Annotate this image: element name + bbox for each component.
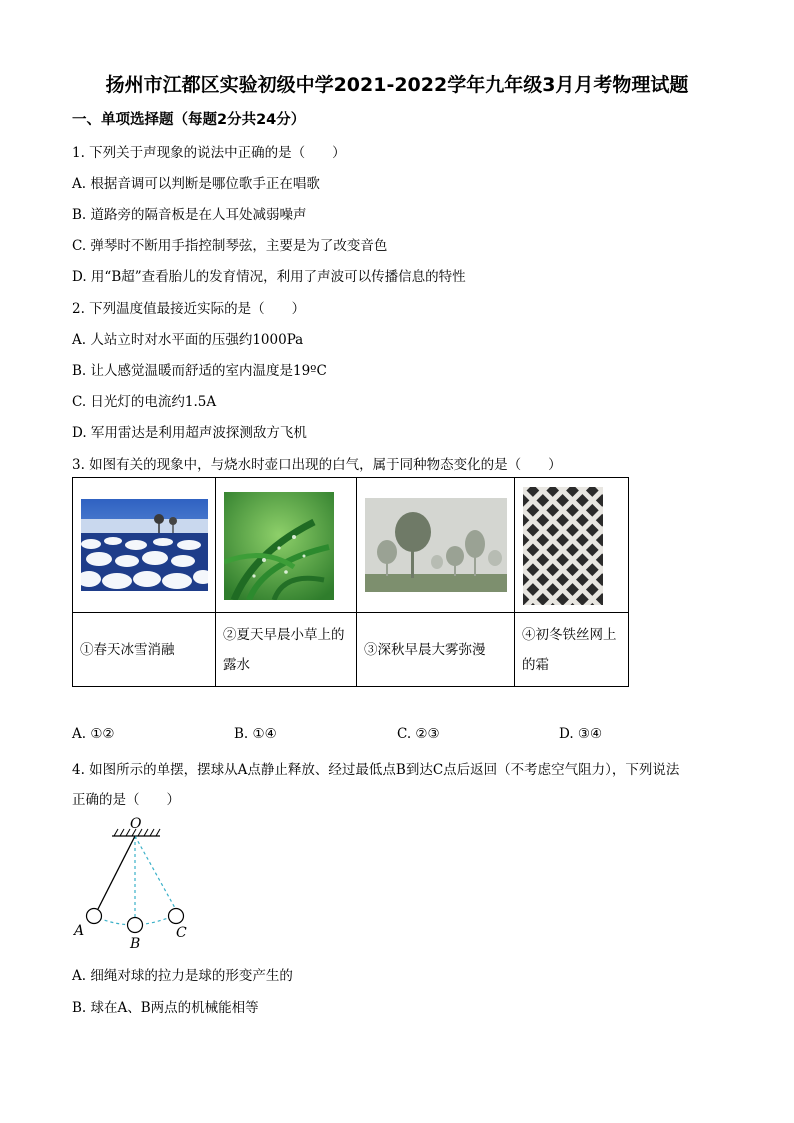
q3-option-c: C. ②③	[397, 726, 440, 742]
caption-4: ④初冬铁丝网上的霜	[515, 613, 629, 687]
grass-dew-photo-cell	[216, 478, 357, 613]
frost-wire-photo	[523, 487, 603, 605]
pendulum-diagram	[72, 815, 202, 953]
q4-option-b: B. 球在A、B两点的机械能相等	[72, 1000, 259, 1016]
q2-stem: 2. 下列温度值最接近实际的是（ ）	[72, 301, 306, 317]
q3-stem: 3. 如图有关的现象中，与烧水时壶口出现的白气，属于同种物态变化的是（ ）	[72, 457, 562, 473]
fog-photo-cell	[357, 478, 515, 613]
ball-c	[169, 909, 184, 924]
q3-option-a: A. ①②	[72, 726, 115, 742]
q3-option-b: B. ①④	[234, 726, 277, 742]
label-o: O	[130, 816, 142, 832]
q1-option-d: D. 用“B超”查看胎儿的发育情况，利用了声波可以传播信息的特性	[72, 269, 466, 285]
page-title: 扬州市江都区实验初级中学2021-2022学年九年级3月月考物理试题	[105, 74, 689, 96]
ball-b	[128, 918, 143, 933]
grass-dew-photo	[224, 492, 334, 600]
frost-wire-photo-cell	[515, 478, 629, 613]
snow-melt-photo	[81, 499, 208, 591]
snow-melt-photo-cell	[73, 478, 216, 613]
q1-option-b: B. 道路旁的隔音板是在人耳处减弱噪声	[72, 207, 307, 223]
q2-option-b: B. 让人感觉温暖而舒适的室内温度是19ºC	[72, 363, 327, 379]
caption-1: ①春天冰雪消融	[73, 613, 216, 687]
q2-option-c: C. 日光灯的电流约1.5A	[72, 394, 217, 410]
q1-option-c: C. 弹琴时不断用手指控制琴弦，主要是为了改变音色	[72, 238, 388, 254]
fog-photo	[365, 498, 507, 592]
q4-option-a: A. 细绳对球的拉力是球的形变产生的	[72, 968, 293, 984]
section-heading: 一、单项选择题（每题2分共24分）	[72, 112, 306, 128]
q3-option-d: D. ③④	[559, 726, 603, 742]
label-b: B	[130, 936, 141, 952]
q1-stem: 1. 下列关于声现象的说法中正确的是（ ）	[72, 145, 346, 161]
q1-option-a: A. 根据音调可以判断是哪位歌手正在唱歌	[72, 176, 320, 192]
ball-a	[87, 909, 102, 924]
label-c: C	[176, 925, 187, 941]
q3-image-table	[72, 477, 629, 687]
q2-option-a: A. 人站立时对水平面的压强约1000Pa	[72, 332, 304, 348]
label-a: A	[74, 923, 85, 939]
q4-stem-line1: 4. 如图所示的单摆，摆球从A点静止释放、经过最低点B到达C点后返回（不考虑空气阻力），下列说法	[72, 762, 680, 778]
q4-stem-line2: 正确的是（ ）	[72, 792, 180, 808]
caption-2: ②夏天早晨小草上的露水	[216, 613, 357, 687]
caption-3: ③深秋早晨大雾弥漫	[357, 613, 515, 687]
q2-option-d: D. 军用雷达是利用超声波探测敌方飞机	[72, 425, 307, 441]
